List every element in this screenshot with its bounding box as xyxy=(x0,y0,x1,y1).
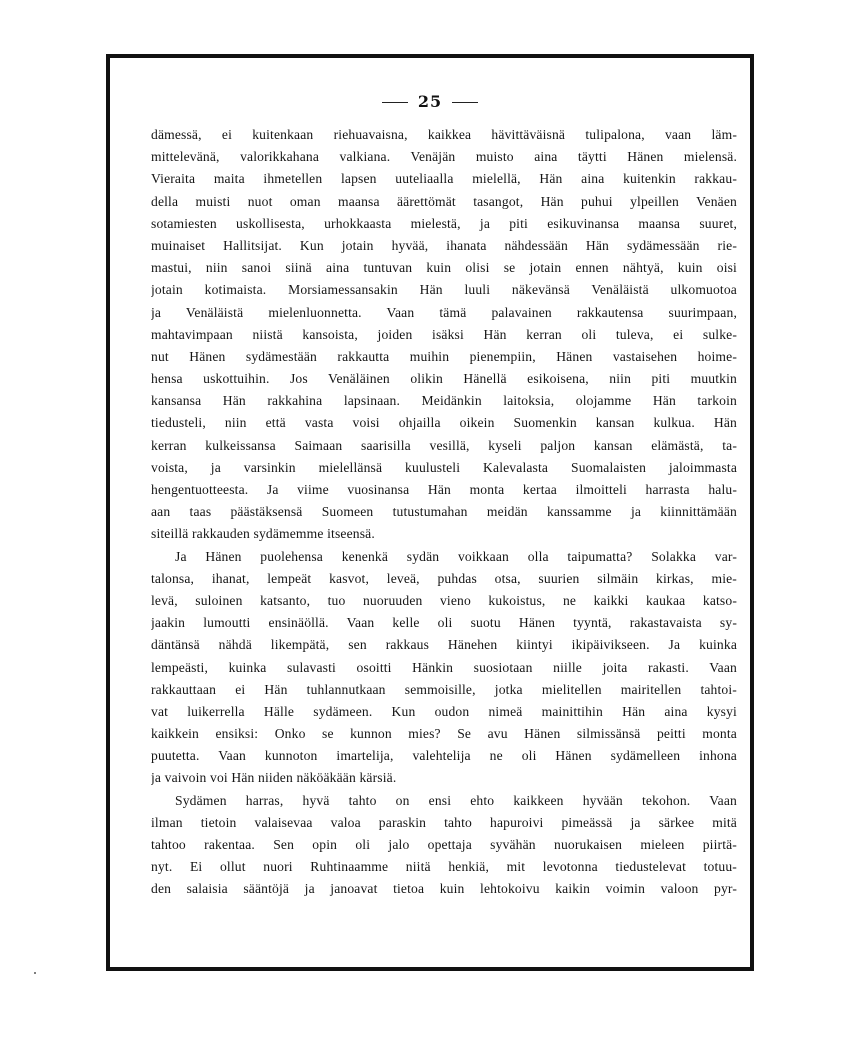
text-line: jaakin lumoutti ensinäöllä. Vaan kelle oli suotu Hänen tyyntä, rakastavaista sy- xyxy=(151,615,737,631)
text-line: tiedusteli, niin että vasta voisi ohjailla oikein Suomenkin kansan kulkua. Hän xyxy=(151,415,737,431)
text-line: lempeästi, kuinka sulavasti osoitti Hänkin suosiotaan niille joita rakasti. Vaan xyxy=(151,659,737,675)
text-line: tahtoo rakentaa. Sen opin oli jalo opettaja syvähän nuorukaisen mieleen piirtä- xyxy=(151,837,737,852)
text-line: levä, suloinen katsanto, tuo nuoruuden vieno kukoistus, ne kaikki kaukaa katso- xyxy=(151,592,737,608)
text-line: Ja Hänen puolehensa kenenkä sydän voikkaan olla taipumatta? Solakka var- xyxy=(175,548,737,564)
text-line: vat luikerrella Hälle sydämeen. Kun oudon nimeä mainittihin Hän aina kysyi xyxy=(151,703,737,719)
text-line: dämessä, ei kuitenkaan riehuavaisna, kaikkea hävittäväisnä tulipalona, vaan läm- xyxy=(151,127,737,142)
text-line: däntänsä nähdä likempätä, sen rakkaus Hänehen kiintyi ikipäivikseen. Ja kuinka xyxy=(151,637,737,653)
text-line: den salaisia sääntöjä ja janoavat tietoa kuin lehtokoivu kaikin voimin valoon pyr- xyxy=(151,881,737,897)
text-line: kaikkein ensiksi: Onko se kunnon mies? Se avu Hänen silmissänsä peitti monta xyxy=(151,726,737,742)
text-line: Vieraita maita ihmetellen lapsen uuteliaalla mielellä, Hän aina kuitenkin rakkau- xyxy=(151,171,737,187)
text-line: aan taas päästäksensä Suomeen tutustumahan meidän kanssamme ja kiinnittämään xyxy=(151,504,737,520)
body-text xyxy=(151,124,737,901)
text-line: kansansa Hän rakkahina lapsinaan. Meidänkin laitoksia, olojamme Hän tarkoin xyxy=(151,393,737,409)
text-line: siteillä rakkauden sydämemme itseensä. xyxy=(151,526,375,542)
text-line: mastui, niin sanoi siinä aina tuntuvan kuin olisi se jotain ennen nähtyä, kuin oisi xyxy=(151,260,737,276)
text-line: Sydämen harras, hyvä tahto on ensi ehto kaikkeen hyvään tekohon. Vaan xyxy=(175,792,737,808)
scan-speck xyxy=(34,972,36,974)
text-line: nyt. Ei ollut nuori Ruhtinaamme niitä henkiä, mit levotonna tiedustelevat totuu- xyxy=(151,859,737,875)
text-line: voista, ja varsinkin mielellänsä kuulusteli Kalevalasta Suomalaisten jaloimmasta xyxy=(151,459,737,475)
text-line: mahtavimpaan niistä kansoista, joiden isäksi Hän kerran oli tuleva, ei sulke- xyxy=(151,326,737,342)
text-line: talonsa, ihanat, lempeät kasvot, leveä, puhdas otsa, suurien silmäin kirkas, mie- xyxy=(151,570,737,586)
text-line: jotain kotimaista. Morsiamessansakin Hän luuli näkevänsä Venäläistä ulkomuotoa xyxy=(151,282,737,298)
page-number xyxy=(110,92,750,111)
text-line: ilman tietoin valaisevaa valoa paraskin tahto hapuroivi pimeässä ja särkee mitä xyxy=(151,814,737,830)
page-number-value: 25 xyxy=(417,92,443,111)
text-line: ja vaivoin voi Hän niiden näköäkään kärsiä. xyxy=(151,770,397,786)
text-line: kerran kulkeissansa Saimaan saarisilla vesillä, kyseli paljon kansan elämästä, ta- xyxy=(151,437,737,453)
text-line: hensa uskottuihin. Jos Venäläinen olikin Hänellä esikoisena, niin piti muutkin xyxy=(151,371,737,387)
text-line: ja Venäläistä mielenluonnetta. Vaan tämä palavainen rakkautensa suurimpaan, xyxy=(151,304,737,320)
text-line: rakkauttaan ei Hän tuhlannutkaan semmoisille, jotka mielitellen mairitellen tahtoi- xyxy=(151,681,737,697)
text-line: nut Hänen sydämestään rakkautta muihin pienempiin, Hänen vastaisehen hoime- xyxy=(151,348,737,364)
text-line: muinaiset Hallitsijat. Kun jotain hyvää, ihanata nähdessään Hän sydämessään rie- xyxy=(151,237,737,253)
text-line: mittelevänä, valorikkahana valkiana. Venäjän muisto aina täytti Hänen mielensä. xyxy=(151,149,737,165)
text-line: puutetta. Vaan kunnoton imartelija, valehtelija ne oli Hänen sydämelleen inhona xyxy=(151,748,737,764)
text-line: della muisti nuot oman maansa äärettömät tasangot, Hän puhui ylpeillen Venäen xyxy=(151,193,737,209)
text-line: hengentuotteesta. Ja viime vuosinansa Hän monta kertaa ilmoitteli harrasta halu- xyxy=(151,482,737,497)
left-dash xyxy=(382,102,408,103)
page-frame xyxy=(106,54,754,971)
text-line: sotamiesten uskollisesta, urhokkaasta mielestä, ja piti esikuvinansa maansa suuret, xyxy=(151,215,737,231)
right-dash xyxy=(452,102,478,103)
